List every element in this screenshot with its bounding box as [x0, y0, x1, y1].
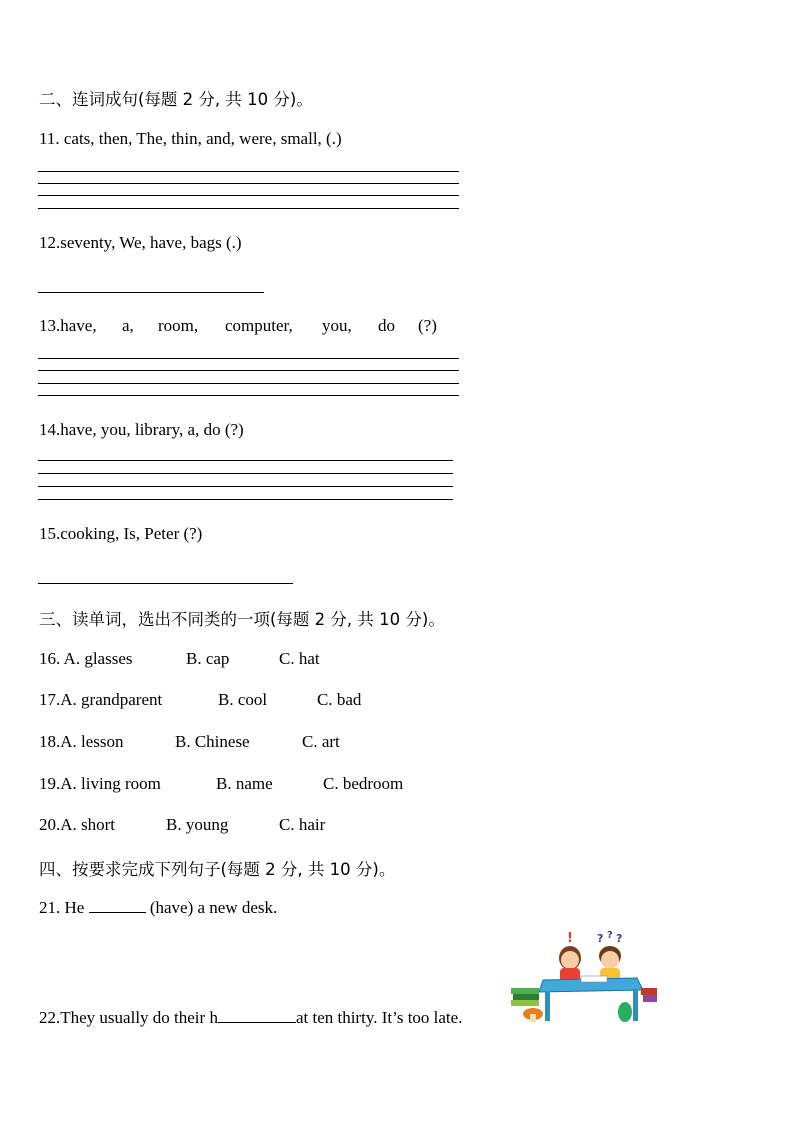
- option-a: 20.A. short: [39, 815, 116, 834]
- question-11: 11. cats, then, The, thin, and, were, small, (.): [39, 129, 342, 148]
- question-21: [39, 898, 277, 918]
- option-b: B. cap: [186, 649, 230, 668]
- question-13-word: (?): [418, 316, 437, 335]
- svg-text:?: ?: [607, 930, 613, 941]
- kids-studying-illustration: [503, 928, 661, 1028]
- answer-blank: [218, 1008, 296, 1023]
- answer-line: [38, 460, 453, 461]
- question-22: [39, 1008, 462, 1028]
- question-13-word: do: [378, 316, 395, 335]
- answer-line: [38, 499, 453, 500]
- option-a: 17.A. grandparent: [39, 690, 163, 709]
- option-a: 16. A. glasses: [39, 649, 133, 668]
- option-c: C. art: [302, 732, 340, 751]
- question-22-text-before: 22.They usually do their h: [39, 1008, 218, 1027]
- answer-line: [38, 583, 293, 584]
- question-21-text-after: (have) a new desk.: [149, 898, 278, 917]
- option-c: C. hair: [279, 815, 326, 834]
- answer-line: [38, 195, 459, 196]
- answer-line: [38, 383, 459, 384]
- svg-text:?: ?: [597, 932, 604, 945]
- option-b: B. name: [216, 774, 273, 793]
- question-22-text-after: at ten thirty. It’s too late.: [295, 1008, 463, 1027]
- question-13-number: 13.have,: [39, 316, 97, 335]
- question-13-word: room,: [158, 316, 199, 335]
- question-21-text-before: 21. He: [39, 898, 85, 917]
- question-13-word: computer,: [225, 316, 293, 335]
- question-14: 14.have, you, library, a, do (?): [39, 420, 244, 439]
- answer-line: [38, 370, 459, 371]
- section-3-heading: 三、读单词，选出不同类的一项(每题 2 分, 共 10 分)。: [39, 610, 445, 629]
- question-15: 15.cooking, Is, Peter (?): [39, 524, 203, 543]
- option-a: 18.A. lesson: [39, 732, 124, 751]
- question-13-word: you,: [322, 316, 352, 335]
- answer-line: [38, 171, 459, 172]
- answer-line: [38, 473, 453, 474]
- option-a: 19.A. living room: [39, 774, 161, 793]
- option-b: B. young: [166, 815, 229, 834]
- answer-line: [38, 395, 459, 396]
- question-12: 12.seventy, We, have, bags (.): [39, 233, 242, 252]
- svg-text:!: !: [567, 931, 573, 946]
- answer-line: [38, 358, 459, 359]
- answer-blank: [89, 898, 146, 913]
- answer-line: [38, 183, 459, 184]
- option-c: C. bad: [317, 690, 362, 709]
- question-13-word: a,: [122, 316, 134, 335]
- section-4-heading: 四、按要求完成下列句子(每题 2 分, 共 10 分)。: [39, 860, 396, 879]
- answer-line: [38, 208, 459, 209]
- svg-text:?: ?: [616, 932, 623, 945]
- option-c: C. bedroom: [323, 774, 404, 793]
- section-2-heading: 二、连词成句(每题 2 分, 共 10 分)。: [39, 90, 313, 109]
- option-b: B. Chinese: [175, 732, 250, 751]
- answer-line: [38, 486, 453, 487]
- answer-line: [38, 292, 264, 293]
- option-b: B. cool: [218, 690, 268, 709]
- option-c: C. hat: [279, 649, 320, 668]
